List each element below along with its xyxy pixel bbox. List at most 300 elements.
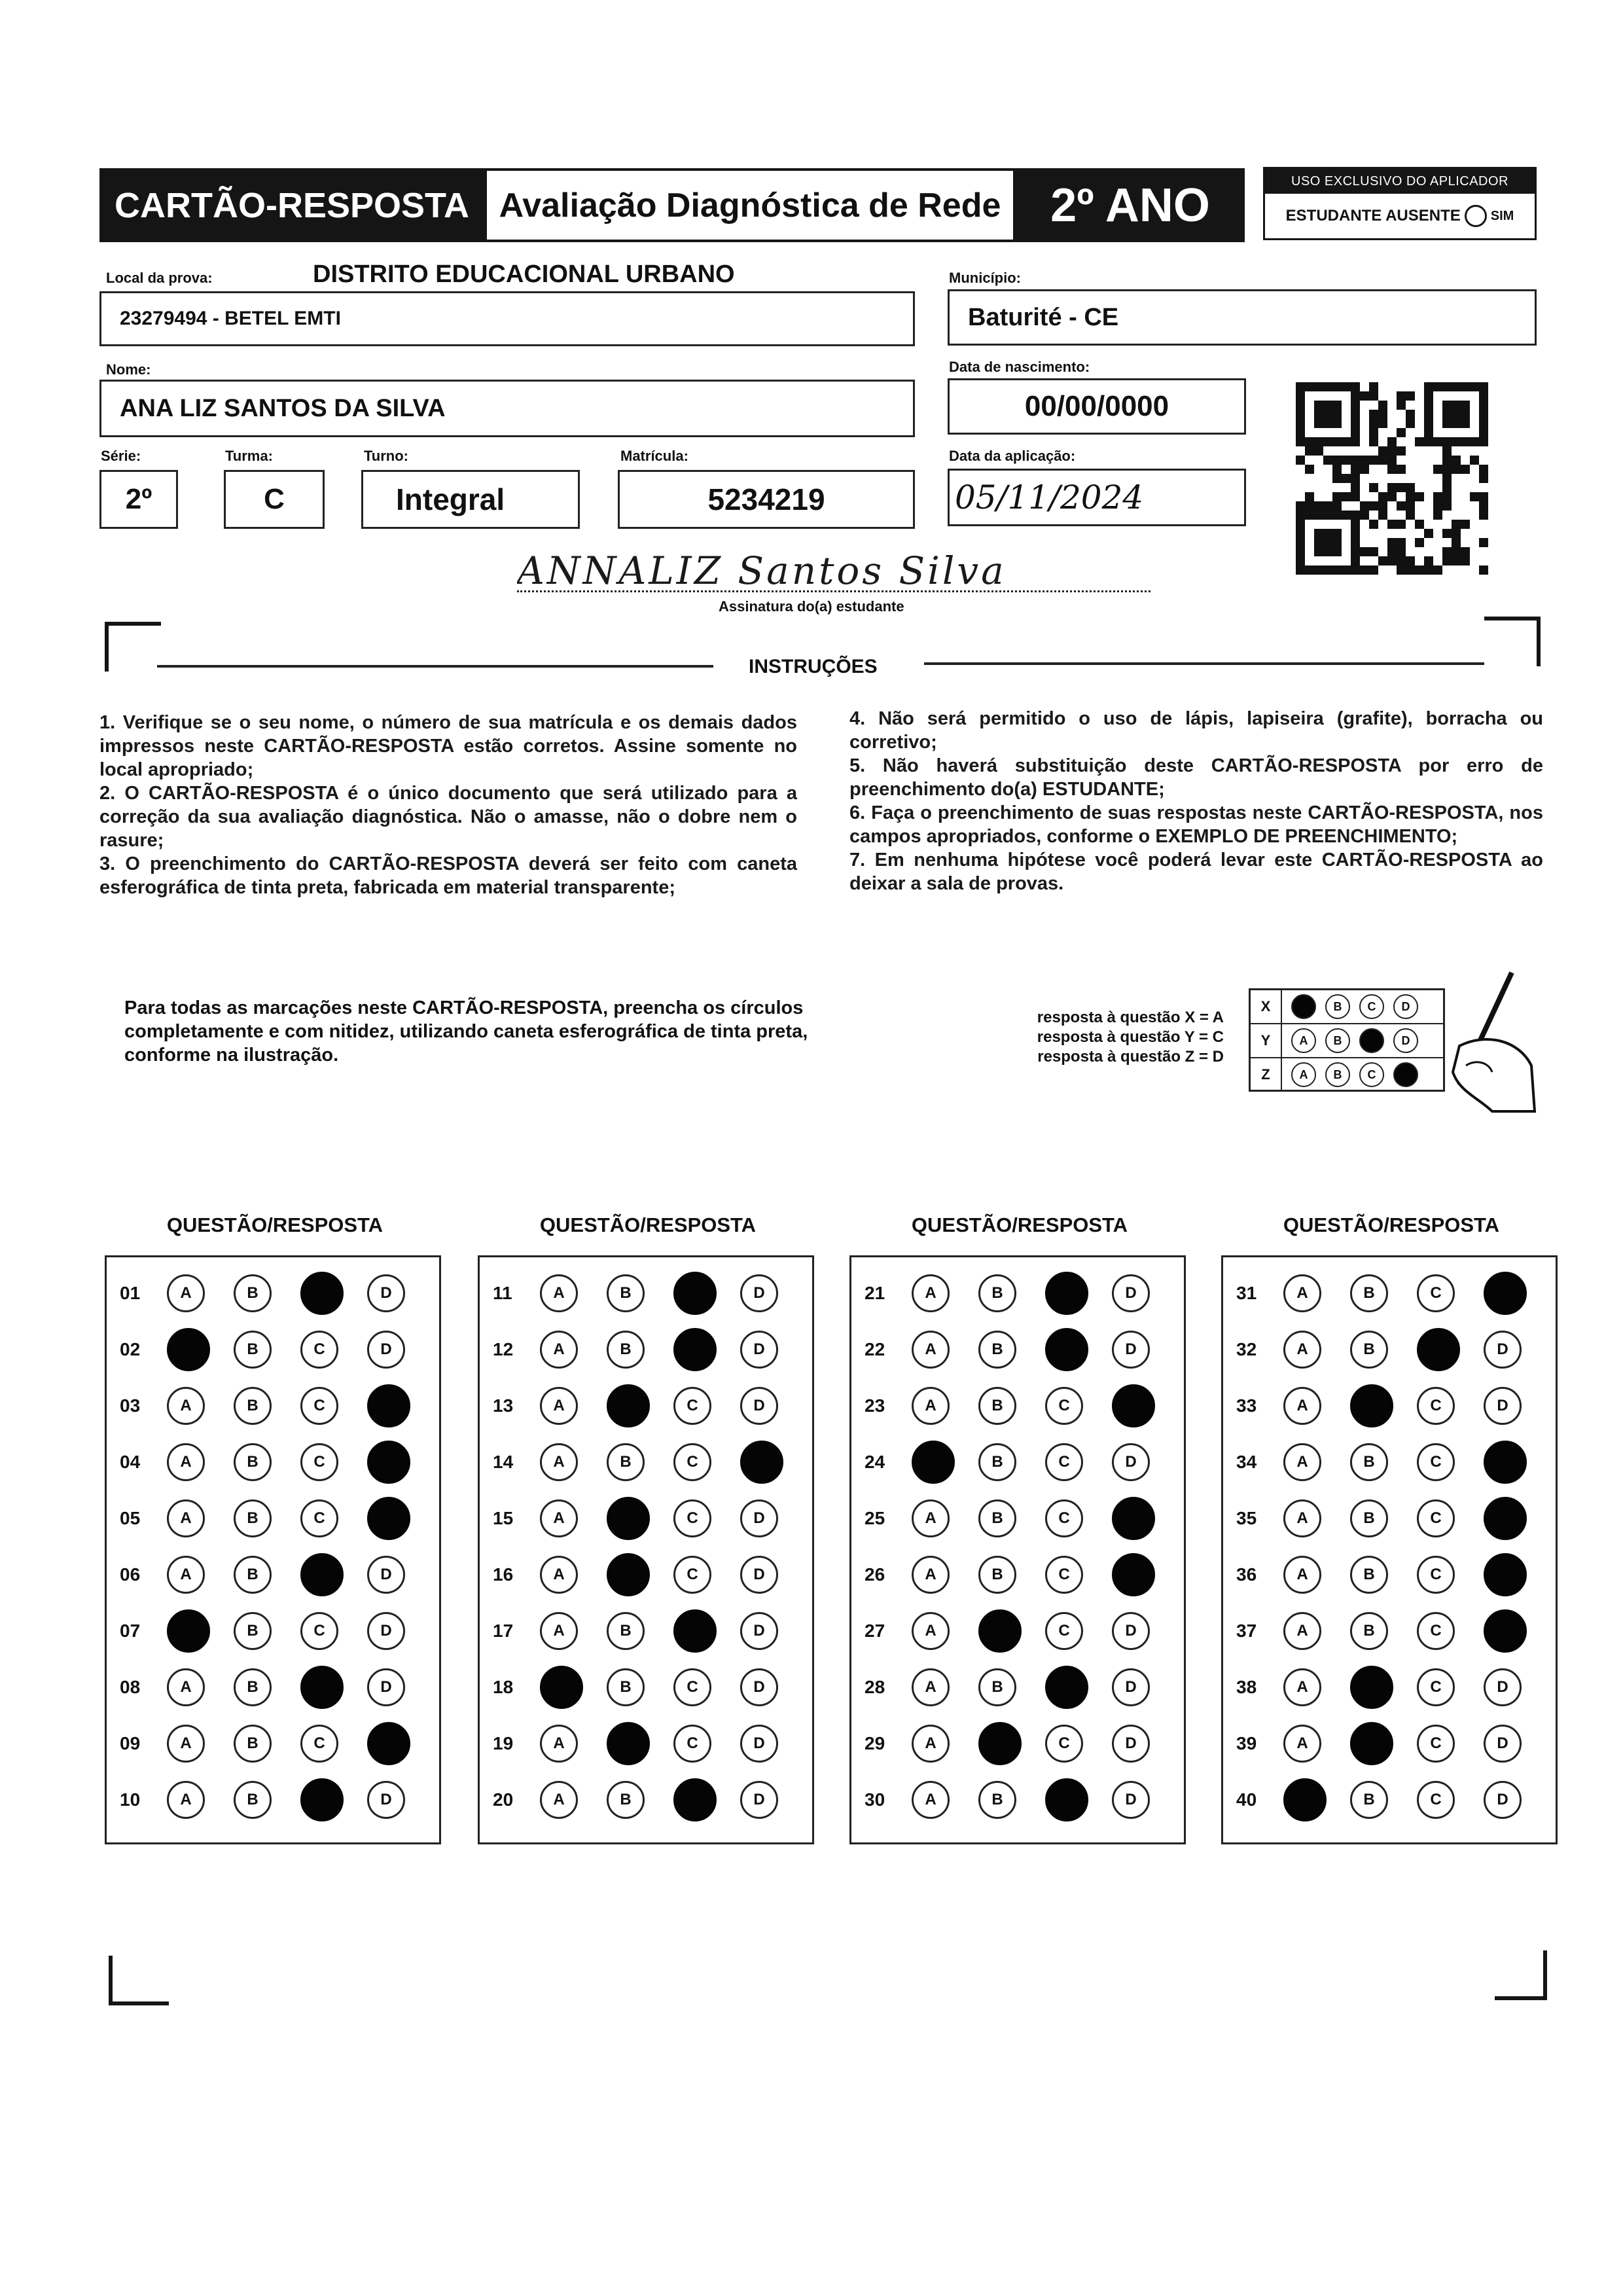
- example-bubble-b: B: [1325, 1028, 1350, 1053]
- question-number: 04: [120, 1452, 141, 1472]
- answer-bubble-c[interactable]: C: [1045, 1556, 1083, 1594]
- answer-bubble-b[interactable]: B: [234, 1781, 272, 1819]
- answer-bubble-a[interactable]: A: [912, 1781, 950, 1819]
- qr-module: [1314, 565, 1323, 575]
- qr-module: [1479, 556, 1488, 565]
- question-number: 13: [493, 1395, 514, 1416]
- answer-bubble-a[interactable]: A: [540, 1725, 578, 1763]
- question-row: [480, 1772, 812, 1828]
- answer-bubble-c[interactable]: C: [673, 1499, 711, 1537]
- answer-bubble-b[interactable]: B: [234, 1612, 272, 1650]
- qr-module: [1433, 511, 1442, 520]
- qr-module: [1424, 419, 1433, 428]
- answer-bubble-c-filled[interactable]: [673, 1328, 717, 1371]
- answer-bubble-c[interactable]: C: [1045, 1612, 1083, 1650]
- qr-module: [1305, 437, 1314, 446]
- absent-checkbox[interactable]: [1465, 205, 1487, 227]
- qr-module: [1360, 456, 1369, 465]
- answer-bubble-d-filled[interactable]: [1484, 1497, 1527, 1540]
- answer-bubble-d[interactable]: D: [1112, 1612, 1150, 1650]
- qr-module: [1433, 492, 1442, 501]
- qr-module: [1369, 382, 1378, 391]
- answer-bubble-c[interactable]: C: [1045, 1387, 1083, 1425]
- answer-bubble-a[interactable]: A: [912, 1499, 950, 1537]
- answer-bubble-b[interactable]: B: [234, 1443, 272, 1481]
- qr-module: [1461, 428, 1470, 437]
- answer-bubble-c[interactable]: C: [1417, 1781, 1455, 1819]
- qr-module: [1323, 538, 1332, 547]
- exam-title: Avaliação Diagnóstica de Rede: [484, 168, 1016, 242]
- qr-module: [1332, 401, 1342, 410]
- qr-module: [1378, 456, 1387, 465]
- qr-module: [1369, 437, 1378, 446]
- qr-module: [1479, 538, 1488, 547]
- qr-module: [1479, 410, 1488, 419]
- qr-module: [1461, 382, 1470, 391]
- answer-bubble-c-filled[interactable]: [1045, 1778, 1088, 1821]
- answer-bubble-a-filled[interactable]: [1283, 1778, 1327, 1821]
- qr-module: [1314, 456, 1323, 465]
- qr-module: [1332, 520, 1342, 529]
- answer-bubble-a[interactable]: A: [540, 1612, 578, 1650]
- answer-bubble-a[interactable]: A: [912, 1612, 950, 1650]
- answer-bubble-d-filled[interactable]: [367, 1722, 410, 1765]
- answer-bubble-c-filled[interactable]: [1417, 1328, 1460, 1371]
- answer-bubble-d[interactable]: D: [1484, 1331, 1522, 1369]
- question-row: [1223, 1547, 1556, 1603]
- answer-bubble-b[interactable]: B: [978, 1443, 1016, 1481]
- qr-module: [1314, 465, 1323, 474]
- answer-bubble-b-filled[interactable]: [607, 1384, 650, 1427]
- qr-module: [1323, 556, 1332, 565]
- answer-bubble-c[interactable]: C: [1417, 1668, 1455, 1706]
- answer-bubble-b-filled[interactable]: [607, 1497, 650, 1540]
- question-number: 22: [865, 1339, 885, 1359]
- answer-bubble-b-filled[interactable]: [607, 1553, 650, 1596]
- answer-bubble-c[interactable]: C: [1417, 1556, 1455, 1594]
- question-row: [480, 1490, 812, 1547]
- qr-module: [1406, 465, 1415, 474]
- answer-bubble-c[interactable]: C: [1045, 1443, 1083, 1481]
- answer-bubble-c[interactable]: C: [673, 1725, 711, 1763]
- answer-bubble-d-filled[interactable]: [1484, 1272, 1527, 1315]
- question-row: [851, 1490, 1184, 1547]
- qr-module: [1369, 492, 1378, 501]
- answer-bubble-d-filled[interactable]: [1112, 1384, 1155, 1427]
- answer-bubble-d-filled[interactable]: [367, 1441, 410, 1484]
- answer-bubble-a[interactable]: A: [167, 1781, 205, 1819]
- qr-module: [1387, 565, 1397, 575]
- question-number: 36: [1236, 1564, 1257, 1585]
- question-row: [1223, 1434, 1556, 1490]
- qr-module: [1360, 437, 1369, 446]
- answer-bubble-a[interactable]: A: [1283, 1725, 1321, 1763]
- qr-module: [1442, 456, 1452, 465]
- answer-bubble-d[interactable]: D: [1112, 1725, 1150, 1763]
- answer-bubble-c-filled[interactable]: [673, 1778, 717, 1821]
- answer-bubble-a-filled[interactable]: [912, 1441, 955, 1484]
- answer-bubble-c[interactable]: C: [300, 1443, 338, 1481]
- answer-bubble-b[interactable]: B: [1350, 1556, 1388, 1594]
- question-number: 27: [865, 1621, 885, 1641]
- answer-bubble-a[interactable]: A: [1283, 1274, 1321, 1312]
- qr-module: [1461, 511, 1470, 520]
- qr-module: [1424, 446, 1433, 456]
- answer-bubble-d[interactable]: D: [1112, 1781, 1150, 1819]
- answer-bubble-b[interactable]: B: [234, 1725, 272, 1763]
- answer-bubble-c[interactable]: C: [300, 1387, 338, 1425]
- answer-bubble-b[interactable]: B: [234, 1499, 272, 1537]
- qr-module: [1424, 391, 1433, 401]
- answer-bubble-a[interactable]: A: [1283, 1556, 1321, 1594]
- qr-module: [1397, 511, 1406, 520]
- answer-bubble-a[interactable]: A: [167, 1725, 205, 1763]
- qr-module: [1424, 556, 1433, 565]
- qr-module: [1442, 382, 1452, 391]
- qr-module: [1406, 501, 1415, 511]
- answer-bubble-b[interactable]: B: [607, 1781, 645, 1819]
- answer-bubble-c[interactable]: C: [1417, 1612, 1455, 1650]
- qr-module: [1470, 465, 1479, 474]
- answer-bubble-d[interactable]: D: [1484, 1668, 1522, 1706]
- answer-bubble-c-filled[interactable]: [1045, 1272, 1088, 1315]
- qr-module: [1397, 391, 1406, 401]
- qr-module: [1296, 520, 1305, 529]
- qr-module: [1406, 511, 1415, 520]
- qr-module: [1479, 446, 1488, 456]
- qr-module: [1442, 437, 1452, 446]
- answer-bubble-d[interactable]: D: [367, 1781, 405, 1819]
- answer-bubble-d-filled[interactable]: [1484, 1553, 1527, 1596]
- answer-bubble-d-filled[interactable]: [1484, 1441, 1527, 1484]
- qr-module: [1351, 465, 1360, 474]
- corner-mark-br: [1495, 1950, 1547, 2000]
- answer-bubble-d[interactable]: D: [1484, 1387, 1522, 1425]
- question-row: [480, 1434, 812, 1490]
- answer-bubble-b-filled[interactable]: [978, 1722, 1022, 1765]
- qr-module: [1314, 492, 1323, 501]
- qr-module: [1342, 419, 1351, 428]
- qr-module: [1433, 428, 1442, 437]
- answer-bubble-b[interactable]: B: [234, 1387, 272, 1425]
- qr-module: [1305, 520, 1314, 529]
- answer-bubble-a[interactable]: A: [540, 1274, 578, 1312]
- answer-bubble-b[interactable]: B: [978, 1387, 1016, 1425]
- answer-bubble-d[interactable]: D: [740, 1725, 778, 1763]
- answer-bubble-c[interactable]: C: [300, 1331, 338, 1369]
- question-number: 33: [1236, 1395, 1257, 1416]
- qr-module: [1470, 419, 1479, 428]
- question-number: 17: [493, 1621, 514, 1641]
- answer-bubble-d-filled[interactable]: [367, 1497, 410, 1540]
- qr-module: [1397, 410, 1406, 419]
- answer-bubble-c[interactable]: C: [1417, 1387, 1455, 1425]
- answer-bubble-b[interactable]: B: [234, 1668, 272, 1706]
- answer-bubble-b[interactable]: B: [978, 1781, 1016, 1819]
- qr-module: [1452, 520, 1461, 529]
- answer-bubble-d-filled[interactable]: [367, 1384, 410, 1427]
- qr-module: [1369, 547, 1378, 556]
- qr-module: [1442, 428, 1452, 437]
- question-row: [480, 1659, 812, 1715]
- answer-bubble-d[interactable]: D: [740, 1612, 778, 1650]
- answer-bubble-b-filled[interactable]: [1350, 1722, 1393, 1765]
- question-column-title: QUESTÃO/RESPOSTA: [166, 1213, 383, 1236]
- answer-bubble-c[interactable]: C: [1417, 1443, 1455, 1481]
- qr-module: [1433, 556, 1442, 565]
- qr-module: [1323, 520, 1332, 529]
- question-number: 30: [865, 1789, 885, 1810]
- answer-bubble-a[interactable]: A: [167, 1443, 205, 1481]
- qr-module: [1296, 556, 1305, 565]
- qr-module: [1332, 391, 1342, 401]
- qr-module: [1305, 547, 1314, 556]
- qr-module: [1452, 428, 1461, 437]
- answer-bubble-b[interactable]: B: [978, 1668, 1016, 1706]
- answer-bubble-d[interactable]: D: [367, 1612, 405, 1650]
- qr-module: [1397, 401, 1406, 410]
- answer-bubble-a[interactable]: A: [540, 1781, 578, 1819]
- qr-module: [1360, 501, 1369, 511]
- qr-module: [1442, 474, 1452, 483]
- answer-bubble-d[interactable]: D: [1484, 1781, 1522, 1819]
- answer-bubble-c-filled[interactable]: [673, 1609, 717, 1653]
- qr-module: [1305, 501, 1314, 511]
- qr-module: [1378, 382, 1387, 391]
- absent-option: SIM: [1490, 208, 1514, 223]
- qr-module: [1342, 446, 1351, 456]
- answer-bubble-b[interactable]: B: [1350, 1612, 1388, 1650]
- example-bubble-a: [1291, 994, 1316, 1019]
- answer-bubble-a[interactable]: A: [1283, 1668, 1321, 1706]
- answer-bubble-a[interactable]: A: [167, 1668, 205, 1706]
- answer-bubble-d[interactable]: D: [740, 1331, 778, 1369]
- qr-module: [1406, 401, 1415, 410]
- answer-bubble-b[interactable]: B: [978, 1331, 1016, 1369]
- answer-bubble-a[interactable]: A: [912, 1725, 950, 1763]
- qr-module: [1387, 492, 1397, 501]
- qr-module: [1296, 428, 1305, 437]
- qr-module: [1342, 401, 1351, 410]
- question-row: [851, 1434, 1184, 1490]
- qr-module: [1461, 565, 1470, 575]
- answer-bubble-a[interactable]: A: [1283, 1331, 1321, 1369]
- answer-bubble-c[interactable]: C: [673, 1668, 711, 1706]
- answer-bubble-a-filled[interactable]: [540, 1666, 583, 1709]
- answer-bubble-a[interactable]: A: [540, 1443, 578, 1481]
- answer-bubble-b-filled[interactable]: [607, 1722, 650, 1765]
- question-row: [107, 1659, 439, 1715]
- answer-bubble-a[interactable]: A: [912, 1331, 950, 1369]
- question-number: 16: [493, 1564, 514, 1585]
- answer-bubble-a-filled[interactable]: [167, 1609, 210, 1653]
- answer-bubble-b[interactable]: B: [1350, 1443, 1388, 1481]
- answer-bubble-c-filled[interactable]: [1045, 1328, 1088, 1371]
- example-bubble-d: D: [1393, 994, 1418, 1019]
- question-number: 03: [120, 1395, 141, 1416]
- qr-module: [1323, 501, 1332, 511]
- answer-bubble-b[interactable]: B: [234, 1331, 272, 1369]
- answer-bubble-d-filled[interactable]: [740, 1441, 783, 1484]
- answer-bubble-a[interactable]: A: [167, 1556, 205, 1594]
- answer-bubble-b[interactable]: B: [1350, 1781, 1388, 1819]
- answer-bubble-b[interactable]: B: [607, 1331, 645, 1369]
- answer-bubble-b[interactable]: B: [1350, 1274, 1388, 1312]
- answer-bubble-d[interactable]: D: [1112, 1331, 1150, 1369]
- answer-bubble-a[interactable]: A: [167, 1387, 205, 1425]
- question-row: [107, 1378, 439, 1434]
- answer-bubble-a[interactable]: A: [1283, 1387, 1321, 1425]
- answer-bubble-d-filled[interactable]: [1112, 1497, 1155, 1540]
- answer-bubble-d[interactable]: D: [1112, 1443, 1150, 1481]
- instruction-3: 3. O preenchimento do CARTÃO-RESPOSTA deverá ser feito com caneta esferográfica de tinta preta, fabricada em material transparente;: [99, 853, 797, 898]
- qr-module: [1415, 419, 1424, 428]
- qr-module: [1397, 382, 1406, 391]
- answer-bubble-c[interactable]: C: [1045, 1499, 1083, 1537]
- answer-bubble-b-filled[interactable]: [1350, 1666, 1393, 1709]
- qr-module: [1470, 501, 1479, 511]
- answer-bubble-a[interactable]: A: [540, 1331, 578, 1369]
- answer-bubble-a[interactable]: A: [912, 1668, 950, 1706]
- qr-module: [1351, 446, 1360, 456]
- example-bubble-a: A: [1291, 1028, 1316, 1053]
- qr-module: [1442, 565, 1452, 575]
- serie-field: 2º: [99, 470, 178, 529]
- answer-bubble-b[interactable]: B: [978, 1556, 1016, 1594]
- qr-module: [1424, 538, 1433, 547]
- answer-bubble-b[interactable]: B: [978, 1274, 1016, 1312]
- question-row: [851, 1715, 1184, 1772]
- answer-bubble-d-filled[interactable]: [1112, 1553, 1155, 1596]
- qr-module: [1415, 465, 1424, 474]
- qr-module: [1296, 529, 1305, 538]
- qr-module: [1296, 483, 1305, 492]
- answer-bubble-c-filled[interactable]: [1045, 1666, 1088, 1709]
- municipio-field: Baturité - CE: [948, 289, 1537, 346]
- answer-bubble-d[interactable]: D: [740, 1556, 778, 1594]
- answer-bubble-a[interactable]: A: [167, 1499, 205, 1537]
- answer-bubble-c[interactable]: C: [300, 1612, 338, 1650]
- answer-bubble-c[interactable]: C: [1045, 1725, 1083, 1763]
- answer-bubble-a[interactable]: A: [1283, 1499, 1321, 1537]
- qr-module: [1296, 446, 1305, 456]
- qr-module: [1461, 520, 1470, 529]
- qr-module: [1332, 556, 1342, 565]
- answer-bubble-c[interactable]: C: [1417, 1274, 1455, 1312]
- aplicacao-field: 05/11/2024: [948, 469, 1246, 526]
- answer-bubble-d[interactable]: D: [367, 1668, 405, 1706]
- answer-bubble-d[interactable]: D: [740, 1387, 778, 1425]
- answer-bubble-c-filled[interactable]: [300, 1666, 344, 1709]
- qr-module: [1360, 511, 1369, 520]
- answer-bubble-b[interactable]: B: [1350, 1499, 1388, 1537]
- qr-module: [1433, 419, 1442, 428]
- answer-bubble-d[interactable]: D: [740, 1499, 778, 1537]
- answer-bubble-a[interactable]: A: [1283, 1612, 1321, 1650]
- answer-bubble-c[interactable]: C: [1417, 1499, 1455, 1537]
- qr-module: [1415, 410, 1424, 419]
- qr-module: [1415, 492, 1424, 501]
- answer-bubble-d[interactable]: D: [740, 1274, 778, 1312]
- answer-bubble-c-filled[interactable]: [673, 1272, 717, 1315]
- qr-module: [1452, 437, 1461, 446]
- answer-bubble-d[interactable]: D: [367, 1274, 405, 1312]
- answer-bubble-d[interactable]: D: [740, 1668, 778, 1706]
- qr-code: [1296, 382, 1488, 575]
- qr-module: [1351, 428, 1360, 437]
- answer-bubble-a[interactable]: A: [912, 1387, 950, 1425]
- qr-module: [1387, 437, 1397, 446]
- qr-module: [1342, 556, 1351, 565]
- qr-module: [1479, 456, 1488, 465]
- answer-bubble-a-filled[interactable]: [167, 1328, 210, 1371]
- answer-bubble-d[interactable]: D: [367, 1331, 405, 1369]
- answer-bubble-c[interactable]: C: [1417, 1725, 1455, 1763]
- qr-module: [1305, 446, 1314, 456]
- qr-module: [1342, 382, 1351, 391]
- answer-bubble-c[interactable]: C: [300, 1725, 338, 1763]
- qr-module: [1442, 511, 1452, 520]
- qr-module: [1332, 419, 1342, 428]
- answer-bubble-c-filled[interactable]: [300, 1553, 344, 1596]
- qr-module: [1406, 483, 1415, 492]
- qr-module: [1314, 428, 1323, 437]
- answer-bubble-d[interactable]: D: [367, 1556, 405, 1594]
- answer-bubble-a[interactable]: A: [167, 1274, 205, 1312]
- qr-module: [1369, 456, 1378, 465]
- answer-bubble-a[interactable]: A: [540, 1556, 578, 1594]
- qr-module: [1378, 428, 1387, 437]
- answer-bubble-d[interactable]: D: [1112, 1668, 1150, 1706]
- answer-bubble-b[interactable]: B: [607, 1274, 645, 1312]
- answer-bubble-d[interactable]: D: [740, 1781, 778, 1819]
- answer-bubble-a[interactable]: A: [540, 1387, 578, 1425]
- answer-bubble-b[interactable]: B: [978, 1499, 1016, 1537]
- pen-hand-illustration: [1414, 967, 1538, 1118]
- qr-module: [1415, 474, 1424, 483]
- answer-bubble-b[interactable]: B: [234, 1556, 272, 1594]
- question-column-title: QUESTÃO/RESPOSTA: [539, 1213, 757, 1236]
- answer-bubble-b[interactable]: B: [234, 1274, 272, 1312]
- answer-bubble-b-filled[interactable]: [978, 1609, 1022, 1653]
- qr-module: [1397, 538, 1406, 547]
- answer-bubble-a[interactable]: A: [912, 1556, 950, 1594]
- qr-module: [1461, 465, 1470, 474]
- answer-bubble-d[interactable]: D: [1112, 1274, 1150, 1312]
- answer-bubble-c-filled[interactable]: [300, 1272, 344, 1315]
- answer-bubble-c[interactable]: C: [673, 1556, 711, 1594]
- answer-bubble-a[interactable]: A: [540, 1499, 578, 1537]
- answer-bubble-a[interactable]: A: [1283, 1443, 1321, 1481]
- qr-module: [1415, 401, 1424, 410]
- answer-bubble-c[interactable]: C: [673, 1387, 711, 1425]
- answer-bubble-b[interactable]: B: [607, 1612, 645, 1650]
- qr-module: [1369, 419, 1378, 428]
- answer-bubble-d-filled[interactable]: [1484, 1609, 1527, 1653]
- answer-bubble-c[interactable]: C: [300, 1499, 338, 1537]
- answer-bubble-c[interactable]: C: [673, 1443, 711, 1481]
- answer-bubble-d[interactable]: D: [1484, 1725, 1522, 1763]
- qr-module: [1470, 474, 1479, 483]
- answer-bubble-a[interactable]: A: [912, 1274, 950, 1312]
- answer-bubble-b[interactable]: B: [1350, 1331, 1388, 1369]
- answer-bubble-b[interactable]: B: [607, 1668, 645, 1706]
- answer-bubble-b-filled[interactable]: [1350, 1384, 1393, 1427]
- question-row: [107, 1321, 439, 1378]
- answer-bubble-b[interactable]: B: [607, 1443, 645, 1481]
- answer-bubble-c-filled[interactable]: [300, 1778, 344, 1821]
- qr-module: [1342, 437, 1351, 446]
